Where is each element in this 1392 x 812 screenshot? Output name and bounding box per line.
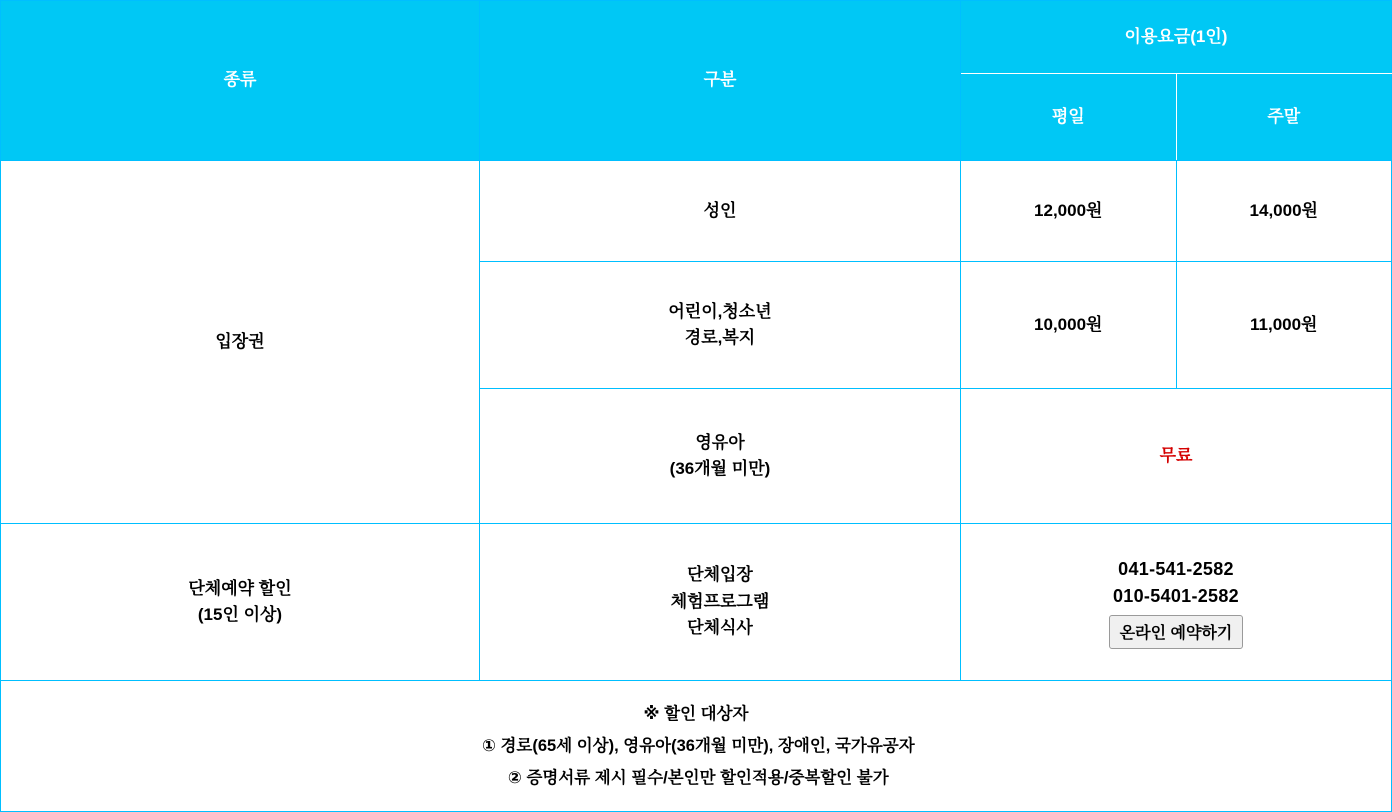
cell-child-weekday: 10,000원 [961,262,1177,389]
cell-type-child-line2: 경로,복지 [684,328,756,347]
cell-kind-group [1,524,480,681]
header-fee-group: 이용요금(1인) [961,1,1392,74]
phone-number-landline: 041-541-2582 [1118,558,1234,579]
cell-kind-ticket: 입장권 [1,161,480,524]
cell-adult-weekday: 12,000원 [961,161,1177,262]
cell-type-infant-line1: 영유아 [695,432,745,452]
header-weekend: 주말 [1176,74,1392,161]
phone-number-mobile: 010-5401-2582 [1112,585,1239,606]
cell-type-infant-line2: (36개월 미만) [669,459,771,478]
cell-type-infant [480,389,961,524]
table-row [1,161,1392,262]
table-body [1,161,1392,812]
note-line-2: ② 증명서류 제시 필수/본인만 할인적용/중복할인 불가 [503,769,889,788]
header-row-top [1,1,1392,74]
cell-infant-fee: 무료 [961,389,1392,524]
cell-type-group [480,524,961,681]
cell-type-group-line1: 단체입장 [687,565,753,585]
note-line-1: ① 경로(65세 이상), 영유아(36개월 미만), 장애인, 국가유공자 [477,736,915,755]
discount-notes [1,681,1392,812]
cell-adult-weekend: 14,000원 [1176,161,1392,262]
note-line-title: ※ 할인 대상자 [643,704,749,723]
notes-row [1,681,1392,812]
cell-group-contact [961,524,1392,681]
cell-type-adult: 성인 [480,161,961,262]
cell-type-child [480,262,961,389]
online-reservation-button[interactable]: 온라인 예약하기 [1109,615,1244,649]
cell-type-group-line3: 단체식사 [687,618,753,638]
cell-child-weekend: 11,000원 [1176,262,1392,389]
table-row [1,524,1392,681]
cell-type-group-line2: 체험프로그램 [670,591,770,611]
table-header [1,1,1392,161]
header-weekday: 평일 [961,74,1177,161]
cell-kind-group-line1: 단체예약 할인 [188,578,292,598]
cell-kind-group-line2: (15인 이상) [197,605,283,624]
header-type: 구분 [480,1,961,161]
cell-type-child-line1: 어린이,청소년 [668,301,772,321]
header-kind: 종류 [1,1,480,161]
